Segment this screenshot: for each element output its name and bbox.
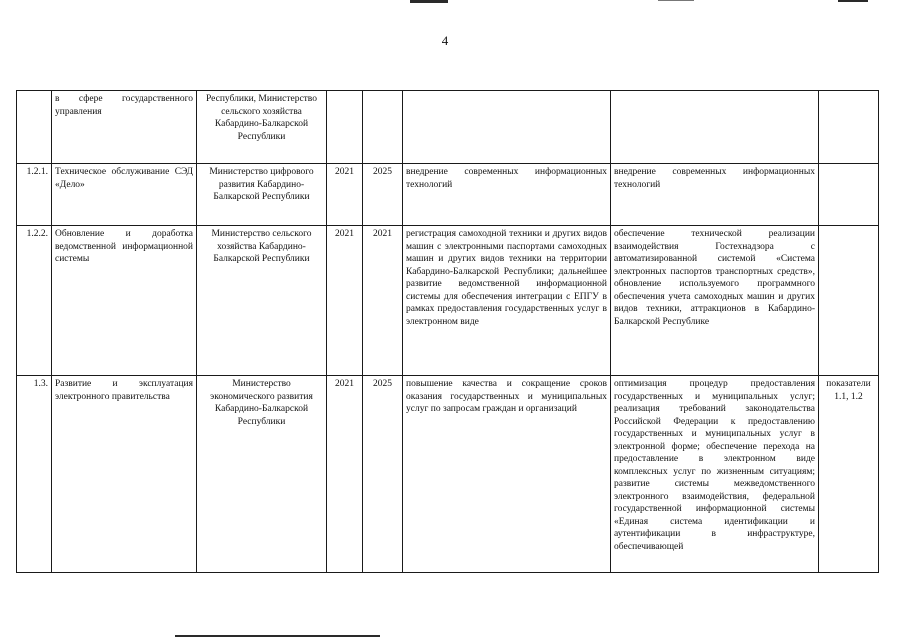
executor: Министерство экономического развития Кабардино-Балкарской Республики bbox=[197, 376, 327, 573]
end-year: 2021 bbox=[363, 226, 403, 376]
activity-name: Обновление и доработка ведомственной информационной системы bbox=[52, 226, 197, 376]
table-row bbox=[17, 376, 879, 573]
indicator-link bbox=[819, 164, 879, 226]
expected-result: регистрация самоходной техники и других видов машин с электронными паспортами самоходных машин и других видов техники на территории Кабардино-Балкарской Республики; дальнейшее развитие ведомственной информационной системы для обеспечения интеграции с ЕПГУ в рамках предоставления государственных услуг в электронном виде bbox=[403, 226, 611, 376]
scan-mark bbox=[838, 0, 868, 2]
start-year: 2021 bbox=[327, 376, 363, 573]
implementation-effect bbox=[611, 91, 819, 164]
end-year: 2025 bbox=[363, 164, 403, 226]
start-year bbox=[327, 91, 363, 164]
scan-mark bbox=[175, 635, 380, 637]
table-row bbox=[17, 164, 879, 226]
executor: Республики, Министерство сельского хозяйства Кабардино-Балкарской Республики bbox=[197, 91, 327, 164]
scan-mark bbox=[658, 0, 694, 1]
executor: Министерство цифрового развития Кабардино-Балкарской Республики bbox=[197, 164, 327, 226]
page-number: 4 bbox=[441, 33, 449, 48]
expected-result: повышение качества и сокращение сроков оказания государственных и муниципальных услуг по запросам граждан и организаций bbox=[403, 376, 611, 573]
row-number: 1.3. bbox=[17, 376, 52, 573]
implementation-effect: обеспечение технической реализации взаимодействия Гостехнадзора с автоматизированной системой «Система электронных паспортов транспортных средств», обновление используемого программного обеспечения учета самоходных машин и других видов техники, аттракционов в Кабардино-Балкарской Республике bbox=[611, 226, 819, 376]
start-year: 2021 bbox=[327, 164, 363, 226]
expected-result bbox=[403, 91, 611, 164]
indicator-link: показатели 1.1, 1.2 bbox=[819, 376, 879, 573]
row-number: 1.2.1. bbox=[17, 164, 52, 226]
activity-name: Развитие и эксплуатация электронного правительства bbox=[52, 376, 197, 573]
table-row bbox=[17, 91, 879, 164]
activity-name: Техническое обслуживание СЭД «Дело» bbox=[52, 164, 197, 226]
indicator-link bbox=[819, 91, 879, 164]
implementation-effect: оптимизация процедур предоставления государственных и муниципальных услуг; реализация требований законодательства Российской Федерации к предоставлению государственных и муниципальных услуг в электронной форме; обеспечение перехода на предоставление в электронном виде комплексных услуг по жизненным ситуациям; развитие системы межведомственного электронного взаимодействия, федеральной государственной информационной системы «Единая система идентификации и аутентификации в инфраструктуре, обеспечивающей bbox=[611, 376, 819, 573]
row-number: 1.2.2. bbox=[17, 226, 52, 376]
end-year bbox=[363, 91, 403, 164]
table-row bbox=[17, 226, 879, 376]
start-year: 2021 bbox=[327, 226, 363, 376]
row-number bbox=[17, 91, 52, 164]
indicator-link bbox=[819, 226, 879, 376]
end-year: 2025 bbox=[363, 376, 403, 573]
scan-mark bbox=[410, 0, 448, 3]
activity-name: в сфере государственного управления bbox=[52, 91, 197, 164]
expected-result: внедрение современных информационных технологий bbox=[403, 164, 611, 226]
program-activities-table bbox=[16, 90, 879, 573]
executor: Министерство сельского хозяйства Кабардино-Балкарской Республики bbox=[197, 226, 327, 376]
implementation-effect: внедрение современных информационных технологий bbox=[611, 164, 819, 226]
